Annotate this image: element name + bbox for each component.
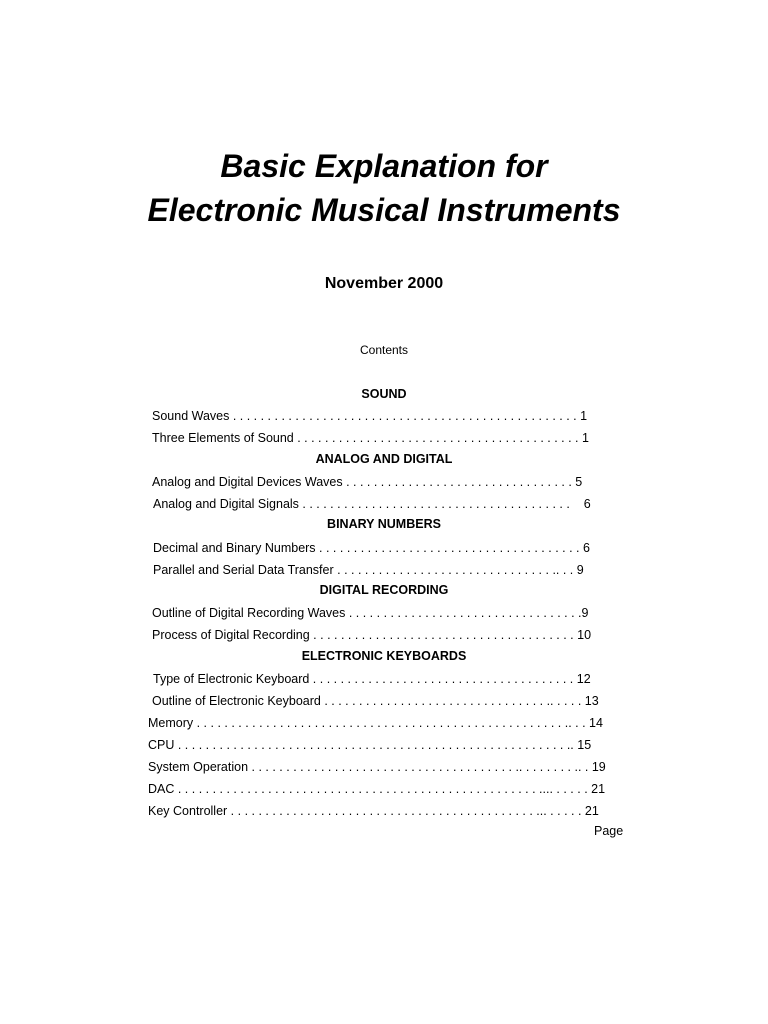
toc-section-analog-and-digital: ANALOG AND DIGITAL (315, 452, 453, 466)
title-line-1: Basic Explanation for (220, 148, 548, 184)
toc-entry-three-elements-of-sound: Three Elements of Sound . . . . . . . . . . . . . . . . . . . . . . . . . . . . . . . . . . . . . . . . . 1 (152, 431, 589, 445)
toc-entry-key-controller: Key Controller . . . . . . . . . . . . . . . . . . . . . . . . . . . . . . . . . . . . . . . . . . . . ... . . . . . 21 (148, 804, 599, 818)
page-column-label: Page (594, 824, 624, 838)
toc-entry-decimal-binary-numbers: Decimal and Binary Numbers . . . . . . . . . . . . . . . . . . . . . . . . . . . . . . . . . . . . . . 6 (153, 541, 590, 555)
toc-section-digital-recording: DIGITAL RECORDING (319, 583, 449, 597)
toc-entry-memory: Memory . . . . . . . . . . . . . . . . . . . . . . . . . . . . . . . . . . . . . . . . . . . . . . . . . . . . . .. . . 14 (148, 716, 603, 730)
contents-heading: Contents (359, 343, 409, 357)
toc-entry-outline-electronic-keyboard: Outline of Electronic Keyboard . . . . . . . . . . . . . . . . . . . . . . . . . . . . . . . . .. . . . . 13 (152, 694, 599, 708)
document-date: November 2000 (324, 275, 444, 292)
toc-entry-dac: DAC . . . . . . . . . . . . . . . . . . . . . . . . . . . . . . . . . . . . . . . . . . . . . . . . . . . . .... . . . . . 21 (148, 782, 606, 796)
toc-entry-system-operation: System Operation . . . . . . . . . . . . . . . . . . . . . . . . . . . . . . . . . . . . . . .. . . . . . . . .. . 19 (148, 760, 606, 774)
toc-entry-analog-digital-devices: Analog and Digital Devices Waves . . . . . . . . . . . . . . . . . . . . . . . . . . . . . . . . . 5 (152, 475, 583, 489)
title-line-2: Electronic Musical Instruments (147, 192, 621, 228)
toc-entry-process-digital-recording: Process of Digital Recording . . . . . . . . . . . . . . . . . . . . . . . . . . . . . . . . . . . . . . 10 (152, 628, 592, 642)
toc-entry-type-electronic-keyboard: Type of Electronic Keyboard . . . . . . . . . . . . . . . . . . . . . . . . . . . . . . . . . . . . . . 12 (153, 672, 591, 686)
toc-section-electronic-keyboards: ELECTRONIC KEYBOARDS (301, 649, 467, 663)
toc-section-binary-numbers: BINARY NUMBERS (327, 517, 441, 531)
toc-section-sound: SOUND (361, 387, 407, 401)
toc-entry-parallel-serial-transfer: Parallel and Serial Data Transfer . . . . . . . . . . . . . . . . . . . . . . . . . . . . . . . .. . . 9 (153, 563, 584, 577)
toc-entry-sound-waves: Sound Waves . . . . . . . . . . . . . . . . . . . . . . . . . . . . . . . . . . . . . . . . . . . . . . . . . . 1 (152, 409, 588, 423)
toc-entry-cpu: CPU . . . . . . . . . . . . . . . . . . . . . . . . . . . . . . . . . . . . . . . . . . . . . . . . . . . . . . . . .. 15 (148, 738, 592, 752)
toc-entry-analog-digital-signals: Analog and Digital Signals . . . . . . . . . . . . . . . . . . . . . . . . . . . . . . . . . . . . . . . 6 (153, 497, 591, 511)
toc-entry-outline-digital-recording: Outline of Digital Recording Waves . . . . . . . . . . . . . . . . . . . . . . . . . . . . . . . . . .9 (152, 606, 589, 620)
